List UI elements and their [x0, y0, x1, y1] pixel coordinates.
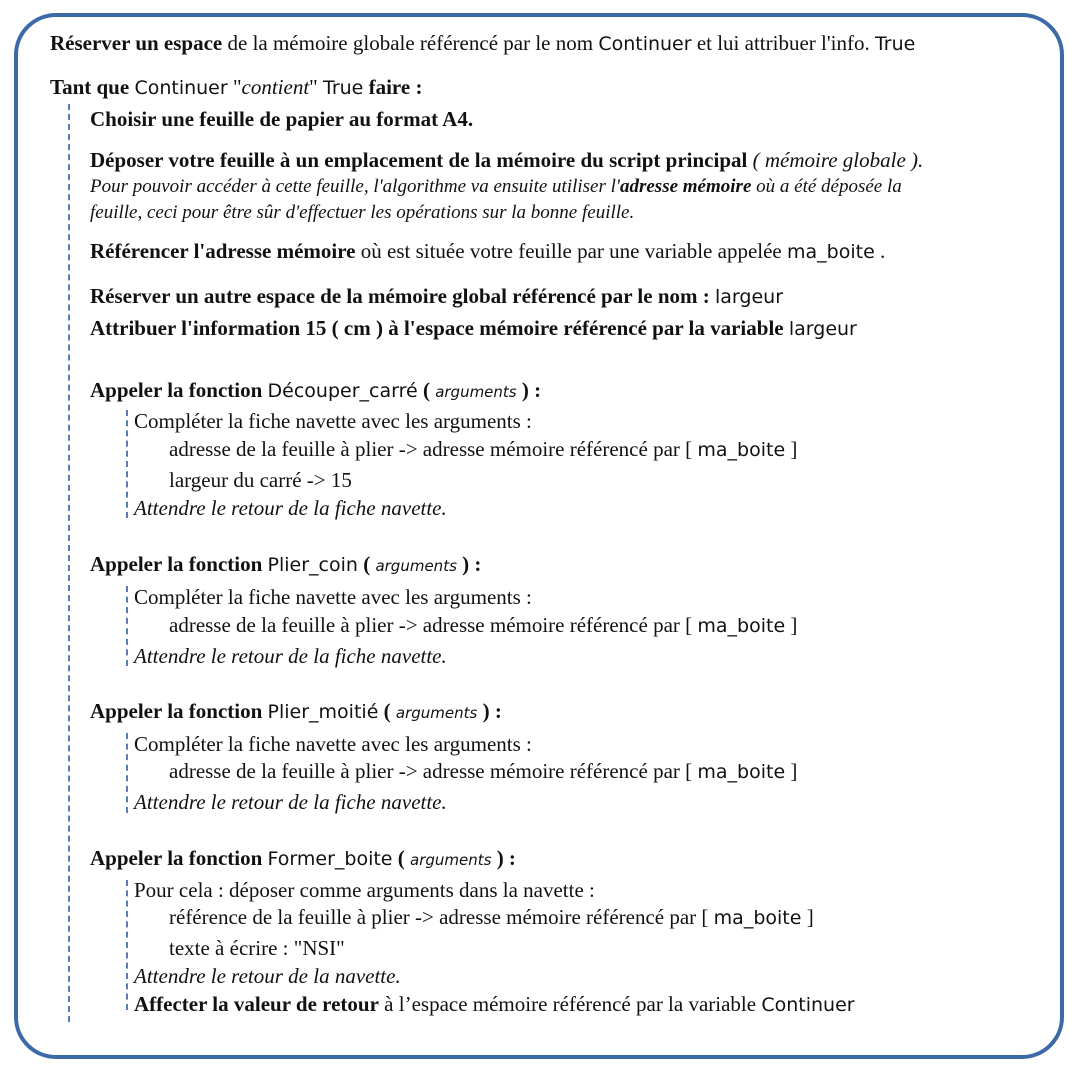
call-former-boite: [90, 845, 516, 873]
ref-text: où est située votre feuille par une variable appelée: [355, 239, 787, 263]
box-var: ma_boite: [697, 761, 786, 783]
paren-close: ) :: [516, 378, 542, 402]
loop-var: Continuer: [134, 77, 228, 99]
loop-quote-close: ": [309, 75, 323, 99]
plier-moitie-block-guide: [126, 733, 128, 813]
loop-header: [50, 74, 422, 101]
intro-text: de la mémoire globale référencé par le nom: [222, 31, 599, 55]
former-block-guide: [126, 880, 128, 1010]
paren-open: (: [392, 846, 410, 870]
bracket-close: ]: [785, 613, 798, 637]
assign-text: à l’espace mémoire référencé par la variable: [378, 992, 762, 1016]
loop-block-guide: [68, 104, 70, 1022]
bracket-close: ]: [801, 905, 814, 929]
box-var: ma_boite: [713, 907, 802, 929]
ref-end: .: [874, 239, 886, 263]
call-label: Appeler la fonction: [90, 846, 268, 870]
reserve-width-var: largeur: [715, 286, 784, 308]
paren-open: (: [378, 699, 396, 723]
loop-value: True: [323, 77, 364, 99]
address-text: adresse de la feuille à plier -> adresse mémoire référencé par [: [169, 613, 698, 637]
call-label: Appeler la fonction: [90, 378, 268, 402]
paren-close: ) :: [456, 552, 482, 576]
bracket-close: ]: [785, 437, 798, 461]
args-label: arguments: [410, 851, 492, 869]
ref-bold: Référencer l'adresse mémoire: [90, 239, 356, 263]
address-text: adresse de la feuille à plier -> adresse mémoire référencé par [: [169, 437, 698, 461]
assign-var: Continuer: [761, 994, 855, 1016]
reserve-width-text: Réserver un autre espace de la mémoire global référencé par le nom :: [90, 284, 715, 308]
step-deposit-sheet: [90, 147, 923, 173]
f4-wait: Attendre le retour de la navette.: [134, 964, 401, 988]
intro-text-2: et lui attribuer l'info.: [691, 31, 875, 55]
bracket-close: ]: [785, 759, 798, 783]
f2-address: [169, 612, 797, 639]
loop-keyword: Tant que: [50, 75, 130, 99]
step-reserve-width: [90, 283, 783, 310]
function-name: Découper_carré: [267, 380, 418, 402]
f4-text-line: texte à écrire : "NSI": [169, 936, 345, 960]
f4-assign: [134, 991, 855, 1018]
f4-deposit: Pour cela : déposer comme arguments dans la navette :: [134, 878, 595, 902]
address-text: adresse de la feuille à plier -> adresse mémoire référencé par [: [169, 759, 698, 783]
function-name: Former_boite: [267, 848, 393, 870]
loop-quote-open: ": [227, 75, 242, 99]
intro-keyword: Réserver un espace: [50, 31, 223, 55]
ref-var: ma_boite: [787, 241, 875, 263]
step-deposit-note-2: feuille, ceci pour être sûr d'effectuer les opérations sur la bonne feuille.: [90, 202, 635, 223]
args-label: arguments: [435, 383, 517, 401]
f3-complete: Compléter la fiche navette avec les arguments :: [134, 732, 532, 756]
loop-faire: faire :: [363, 75, 423, 99]
f2-complete: Compléter la fiche navette avec les arguments :: [134, 585, 532, 609]
intro-value: True: [874, 33, 916, 55]
f4-reference: [169, 904, 814, 931]
f1-wait: Attendre le retour de la fiche navette.: [134, 496, 447, 520]
note-bold: adresse mémoire: [619, 176, 752, 197]
f3-wait: Attendre le retour de la fiche navette.: [134, 790, 447, 814]
args-label: arguments: [375, 557, 457, 575]
call-decouper-carre: [90, 377, 541, 405]
paren-open: (: [357, 552, 376, 576]
assign-bold: Affecter la valeur de retour: [134, 992, 379, 1016]
box-var: ma_boite: [697, 615, 786, 637]
args-label: arguments: [395, 704, 478, 722]
step-deposit-italic: ( mémoire globale ).: [747, 148, 924, 172]
assign-width-var: largeur: [788, 318, 857, 340]
loop-contient: contient: [241, 75, 310, 99]
note-text-1: Pour pouvoir accéder à cette feuille, l'algorithme va ensuite utiliser l': [90, 176, 620, 197]
f1-complete: Compléter la fiche navette avec les arguments :: [134, 409, 532, 433]
f2-wait: Attendre le retour de la fiche navette.: [134, 644, 447, 668]
call-plier-moitie: [90, 698, 502, 726]
note-text-2: où a été déposée la: [751, 176, 902, 197]
paren-open: (: [417, 378, 436, 402]
f1-address: [169, 436, 797, 463]
intro-line: [50, 30, 915, 57]
intro-var: Continuer: [598, 33, 692, 55]
step-deposit-note-1: [90, 175, 902, 199]
call-label: Appeler la fonction: [90, 699, 268, 723]
assign-width-text: Attribuer l'information 15 ( cm ) à l'espace mémoire référencé par la variable: [90, 316, 789, 340]
box-var: ma_boite: [697, 439, 786, 461]
call-label: Appeler la fonction: [90, 552, 268, 576]
reference-text: référence de la feuille à plier -> adresse mémoire référencé par [: [169, 905, 714, 929]
step-assign-width: [90, 315, 857, 342]
call-plier-coin: [90, 551, 481, 579]
step-deposit-bold: Déposer votre feuille à un emplacement de la mémoire du script principal: [90, 148, 748, 172]
step-reference-address: [90, 238, 885, 265]
plier-coin-block-guide: [126, 586, 128, 666]
function-name: Plier_coin: [267, 554, 358, 576]
function-name: Plier_moitié: [267, 701, 379, 723]
f3-address: [169, 758, 797, 785]
paren-close: ) :: [491, 846, 516, 870]
f1-width: largeur du carré -> 15: [169, 468, 352, 492]
decouper-block-guide: [126, 410, 128, 518]
step-choose-sheet: Choisir une feuille de papier au format A4.: [90, 107, 474, 131]
paren-close: ) :: [477, 699, 502, 723]
